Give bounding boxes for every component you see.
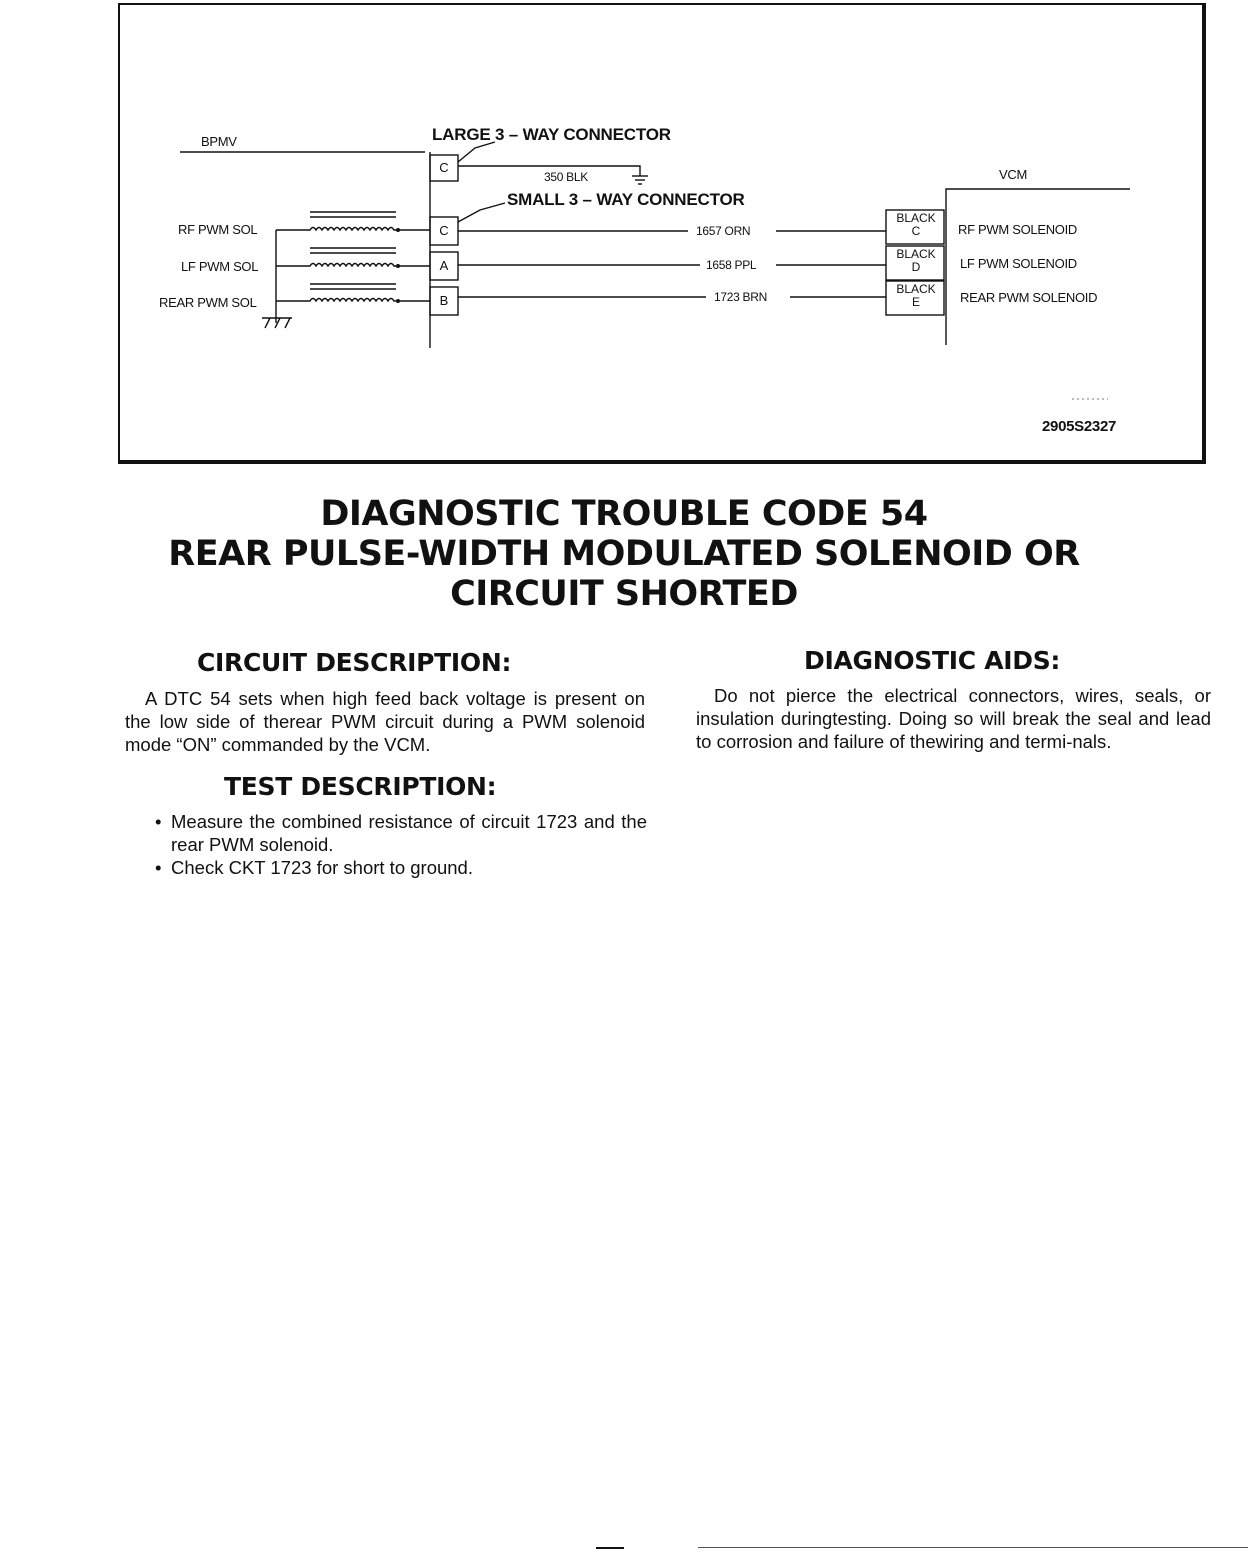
figure-id: 2905S2327 bbox=[1042, 418, 1117, 435]
pin-a-label: A bbox=[439, 258, 449, 273]
lf-pwm-sol-label: LF PWM SOL bbox=[181, 259, 259, 274]
lf-pwm-solenoid-label: LF PWM SOLENOID bbox=[960, 256, 1077, 271]
coil-rf bbox=[276, 228, 430, 231]
rear-pwm-solenoid-label: REAR PWM SOLENOID bbox=[960, 290, 1098, 305]
pin-c-label: C bbox=[439, 223, 449, 238]
vcm-block-c-label bbox=[887, 212, 945, 238]
coil-dot-rear bbox=[396, 299, 400, 303]
wire-1658-label: 1658 PPL bbox=[706, 258, 757, 272]
coil-rear bbox=[276, 299, 430, 302]
diagnostic-aids-text: Do not pierce the electrical connectors, wires, seals, or insulation duringtesting. Doing so will break the seal and lead to corrosion and failure of thewiring and termi-nals. bbox=[696, 685, 1211, 752]
ground-hash-1 bbox=[265, 318, 270, 328]
title-line-1: DIAGNOSTIC TROUBLE CODE 54 bbox=[320, 494, 928, 534]
ground-wire-label: 350 BLK bbox=[544, 170, 588, 184]
test-description-heading: TEST DESCRIPTION: bbox=[224, 772, 497, 801]
vcm-block-e-top: BLACK bbox=[896, 282, 936, 296]
test-description-list bbox=[155, 810, 647, 879]
vcm-block-d-top: BLACK bbox=[896, 247, 936, 261]
vcm-label: VCM bbox=[999, 167, 1027, 182]
bpmv-label: BPMV bbox=[201, 134, 237, 149]
large-pin-label: C bbox=[439, 160, 449, 175]
title-line-3: CIRCUIT SHORTED bbox=[450, 574, 798, 614]
vcm-block-c-top: BLACK bbox=[896, 211, 936, 225]
title-line-2: REAR PULSE-WIDTH MODULATED SOLENOID OR bbox=[168, 534, 1080, 574]
vcm-block-e-label bbox=[887, 283, 945, 309]
wire-1657-label: 1657 ORN bbox=[696, 224, 751, 238]
rf-pwm-solenoid-label: RF PWM SOLENOID bbox=[958, 222, 1078, 237]
circuit-description-heading: CIRCUIT DESCRIPTION: bbox=[197, 648, 512, 677]
vcm-block-e-pin: E bbox=[911, 295, 920, 309]
rear-pwm-sol-label: REAR PWM SOL bbox=[159, 295, 257, 310]
small-connector-label: SMALL 3 – WAY CONNECTOR bbox=[507, 190, 745, 209]
large-connector-leader bbox=[458, 142, 495, 162]
diagnostic-aids-heading: DIAGNOSTIC AIDS: bbox=[804, 646, 1061, 675]
page-footer-rule bbox=[698, 1547, 1248, 1548]
coil-dot-lf bbox=[396, 264, 400, 268]
large-connector-label: LARGE 3 – WAY CONNECTOR bbox=[432, 125, 671, 144]
coil-dot-rf bbox=[396, 228, 400, 232]
wire-1723-label: 1723 BRN bbox=[714, 290, 767, 304]
circuit-description-text: A DTC 54 sets when high feed back voltage is present on the low side of therear PWM circuit during a PWM solenoid mode “ON” commanded by the VCM. bbox=[125, 688, 645, 755]
small-connector-leader bbox=[458, 203, 505, 222]
test-description-item: • Check CKT 1723 for short to ground. bbox=[155, 856, 647, 879]
coil-lf bbox=[276, 264, 430, 267]
vcm-block-c-pin: C bbox=[911, 224, 921, 238]
ground-hash-3 bbox=[285, 318, 290, 328]
page-title bbox=[0, 494, 1248, 614]
rf-pwm-sol-label: RF PWM SOL bbox=[178, 222, 258, 237]
test-description-item: • Measure the combined resistance of circuit 1723 and the rear PWM solenoid. bbox=[155, 810, 647, 856]
pin-b-label: B bbox=[439, 293, 449, 308]
vcm-block-d-pin: D bbox=[911, 260, 921, 274]
page-footer-mark bbox=[596, 1547, 624, 1549]
vcm-block-d-label bbox=[887, 248, 945, 274]
